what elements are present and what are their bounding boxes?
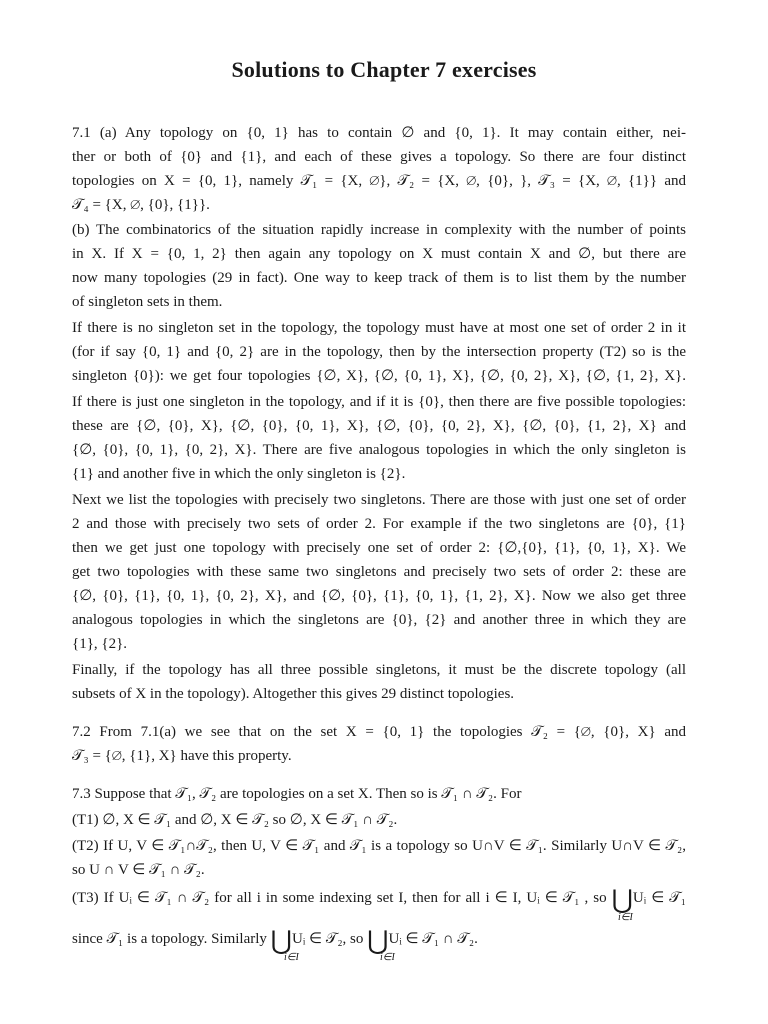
text-line: (for if say {0, 1} and {0, 2} are in the topology, then by the intersection property (T2) so is the [72,344,686,360]
text-line: in X. If X = {0, 1, 2} then again any topology on X must contain X and ∅, but there are [72,246,686,262]
text-line: of singleton sets in them. [72,294,223,310]
t3-line [72,926,686,955]
t3-text-e: Uᵢ ∈ 𝒯₁ ∩ 𝒯₂. [388,931,478,947]
text-line: 7.2 From 7.1(a) we see that on the set X = {0, 1} the topologies 𝒯₂ = {∅, {0}, X} and [72,724,686,740]
text-line: get two topologies with these same two singletons and precisely two sets of order 2: these are [72,564,686,580]
text-line: ther or both of {0} and {1}, and each of these gives a topology. So there are four distinct [72,149,686,165]
text-line: 7.1 (a) Any topology on {0, 1} has to contain ∅ and {0, 1}. It may contain either, nei- [72,125,686,141]
big-union-symbol: ⋃ [270,926,292,955]
text-line: {1}, {2}. [72,636,128,652]
t3-text-c: since 𝒯₁ is a topology. Similarly [72,931,271,947]
text-line: (T1) ∅, X ∈ 𝒯₁ and ∅, X ∈ 𝒯₂ so ∅, X ∈ 𝒯₁ ∩ 𝒯₂. [72,812,398,828]
text-line: Finally, if the topology has all three possible singletons, it must be the discrete topology (all [72,662,686,678]
union-index: i∈I [284,952,299,963]
big-union-symbol: ⋃ [611,885,633,914]
page-title: Solutions to Chapter 7 exercises [231,57,537,82]
text-line: 7.3 Suppose that 𝒯₁, 𝒯₂ are topologies on a set X. Then so is 𝒯₁ ∩ 𝒯₂. For [72,786,522,802]
text-line: 𝒯₃ = {∅, {1}, X} have this property. [72,748,292,764]
text-line: subsets of X in the topology). Altogether this gives 29 distinct topologies. [72,686,515,702]
text-line: {∅, {0}, {1}, {0, 1}, {0, 2}, X}, and {∅, {0}, {1}, {0, 1}, {1, 2}, X}. Now we also get three [72,588,686,604]
text-line: Next we list the topologies with precisely two singletons. There are those with just one set of order [72,492,686,508]
text-line: {∅, {0}, {0, 1}, {0, 2}, X}. There are five analogous topologies in which the only singleton is [72,442,686,458]
t3-text-d: Uᵢ ∈ 𝒯₂, so [291,931,368,947]
text-line: now many topologies (29 in fact). One way to keep track of them is to list them by the number [72,270,686,286]
text-line: 𝒯₄ = {X, ∅, {0}, {1}}. [72,197,210,213]
big-union-symbol: ⋃ [367,926,389,955]
text-line: (b) The combinatorics of the situation rapidly increase in complexity with the number of points [72,222,686,238]
text-line: analogous topologies in which the singletons are {0}, {2} and another three in which they are [72,612,686,628]
text-line: then we get just one topology with precisely one set of order 2: {∅,{0}, {1}, {0, 1}, X}. We [72,540,686,556]
text-line: {1} and another five in which the only singleton is {2}. [72,466,406,482]
union-index: i∈I [618,912,633,923]
t3-text-b: Uᵢ ∈ 𝒯₁ [632,890,686,906]
text-line: so U ∩ V ∈ 𝒯₁ ∩ 𝒯₂. [72,862,205,878]
text-line: If there is no singleton set in the topology, the topology must have at most one set of order 2 in it [72,320,686,336]
t3-text-a: (T3) If Uᵢ ∈ 𝒯₁ ∩ 𝒯₂ for all i in some indexing set I, then for all i ∈ I, Uᵢ ∈ 𝒯₁ , so [72,890,612,906]
text-line: 2 and those with precisely two sets of order 2. For example if the two singletons are {0}, {1} [72,516,686,532]
union-index: i∈I [380,952,395,963]
text-line: (T2) If U, V ∈ 𝒯₁∩𝒯₂, then U, V ∈ 𝒯₁ and 𝒯₁ is a topology so U∩V ∈ 𝒯₁. Similarly U∩V ∈ 𝒯₂, [72,838,686,854]
text-line: these are {∅, {0}, X}, {∅, {0}, {0, 1}, X}, {∅, {0}, {0, 2}, X}, {∅, {0}, {1, 2}, X} and [72,418,686,434]
text-line: topologies on X = {0, 1}, namely 𝒯₁ = {X, ∅}, 𝒯₂ = {X, ∅, {0}, }, 𝒯₃ = {X, ∅, {1}} and [72,173,686,189]
text-line: singleton {0}): we get four topologies {∅, X}, {∅, {0, 1}, X}, {∅, {0, 2}, X}, {∅, {1, 2}, X}. [72,368,686,384]
text-line: If there is just one singleton in the topology, and if it is {0}, then there are five possible topologies: [72,394,686,410]
t3-line [72,885,686,914]
